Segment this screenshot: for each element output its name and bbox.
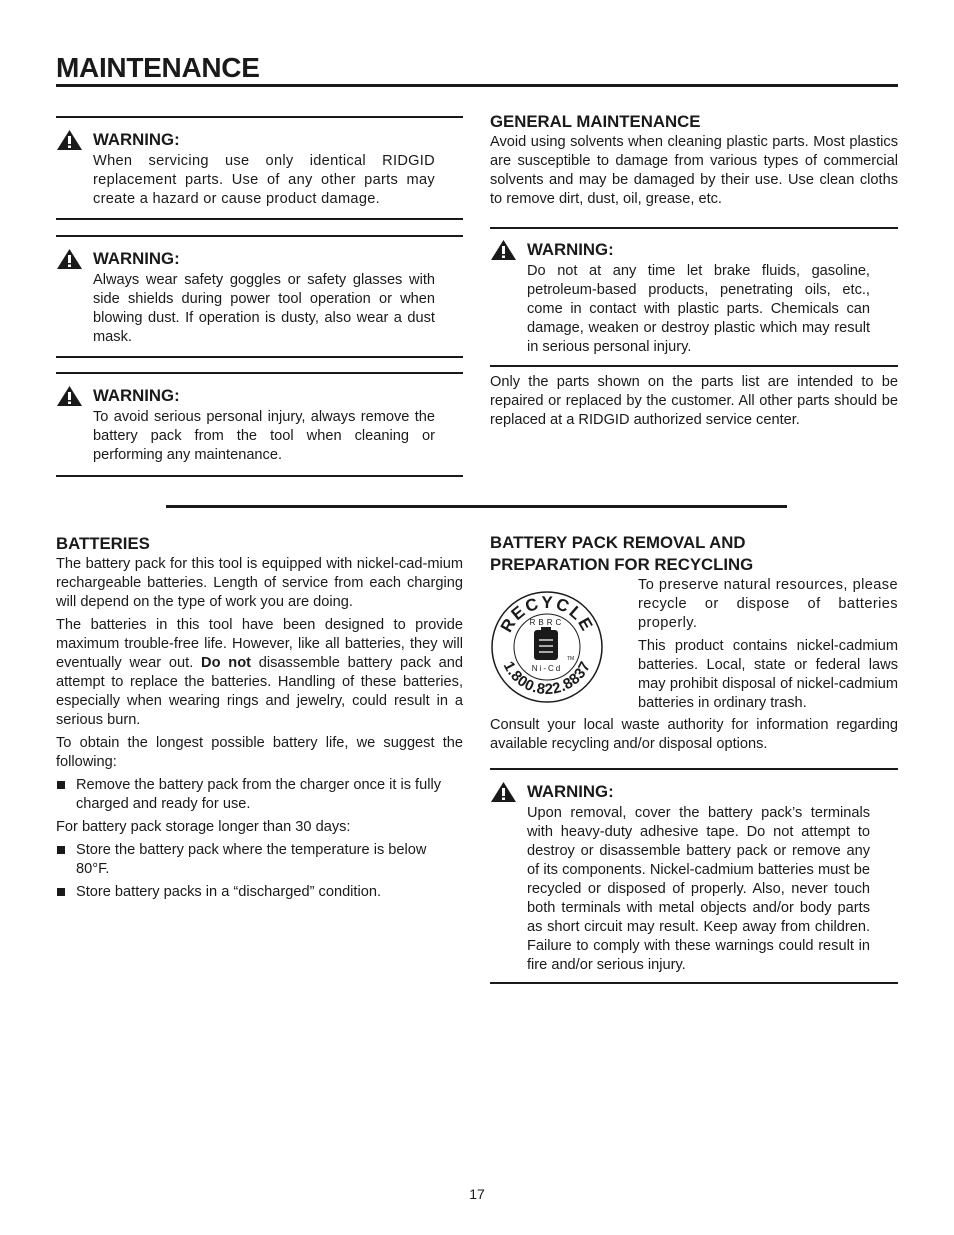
battery-shape bbox=[534, 630, 558, 660]
seal-chem-text: Ni-Cd bbox=[531, 664, 563, 673]
bullet-list bbox=[56, 776, 463, 814]
list-item bbox=[56, 883, 463, 902]
list-item bbox=[56, 776, 463, 814]
warning-box-parts bbox=[56, 116, 463, 220]
warning-header bbox=[56, 384, 463, 408]
list-item-text: Remove the battery pack from the charger once it is fully charged and ready for use. bbox=[76, 777, 442, 812]
batteries-para-1: The battery pack for this tool is equipped with nickel-cad-mium rechargeable batteries. Length of service from each charging will depend on the type of work you are doing. bbox=[56, 556, 463, 610]
list-item-text: Store battery packs in a “discharged” condition. bbox=[76, 884, 382, 900]
consult-text: Consult your local waste authority for information regarding available recycling and/or disposal options. bbox=[490, 717, 898, 752]
bullet-square-icon bbox=[57, 781, 65, 789]
removal-heading-block bbox=[490, 532, 898, 576]
warning-header bbox=[490, 238, 898, 262]
warning-label: WARNING: bbox=[93, 386, 180, 405]
page-title: MAINTENANCE bbox=[56, 52, 898, 87]
seal-top-text: RECYCLE bbox=[496, 592, 598, 636]
warning-label: WARNING: bbox=[93, 249, 180, 268]
batteries-para-2 bbox=[56, 616, 463, 730]
bullet-square-icon bbox=[57, 846, 65, 854]
seal-tm-text: TM bbox=[567, 656, 575, 662]
warning-text: When servicing use only identical RIDGID replacement parts. Use of any other parts may create a hazard or cause product damage. bbox=[93, 153, 435, 207]
bold-span: Do not bbox=[201, 655, 251, 671]
general-maintenance-section bbox=[490, 111, 898, 213]
bullet-list bbox=[56, 841, 463, 902]
list-item bbox=[56, 841, 463, 879]
warning-label: WARNING: bbox=[93, 130, 180, 149]
battery-terminal bbox=[541, 627, 551, 631]
batteries-section bbox=[56, 533, 463, 906]
recycle-para-1: To preserve natural resources, please recycle or dispose of batteries properly. bbox=[638, 577, 898, 631]
warning-triangle-icon bbox=[490, 781, 517, 803]
warning-text: To avoid serious personal injury, always remove the battery pack from the tool when cleaning or performing any maintenance. bbox=[93, 409, 435, 463]
general-maintenance-heading: GENERAL MAINTENANCE bbox=[490, 112, 701, 131]
warning-box-chemicals bbox=[490, 227, 898, 367]
batteries-para-4: For battery pack storage longer than 30 days: bbox=[56, 819, 351, 835]
text-span: The batteries in this tool have been designed to provide maximum trouble-free life. However, like all batteries, they will eventually wear out. bbox=[56, 617, 463, 671]
warning-text: Always wear safety goggles or safety glasses with side shields during power tool operation or when blowing dust. If operation is dusty, also wear a dust mask. bbox=[93, 272, 435, 345]
batteries-para-3: To obtain the longest possible battery life, we suggest the following: bbox=[56, 735, 463, 770]
warning-box-battery-remove bbox=[56, 372, 463, 477]
warning-text: Upon removal, cover the battery pack’s terminals with heavy-duty adhesive tape. Do not attempt to destroy or disassemble battery pack or remove any of its components. Nickel-cadmium batteries must be recycled or disposed of properly. Also, never touch both terminals with metal objects and/or body parts as short circuit may result. Keep away from children. Failure to comply with these warnings could result in fire and/or serious injury. bbox=[527, 805, 870, 973]
warning-label: WARNING: bbox=[527, 240, 614, 259]
list-item-text: Store the battery pack where the temperature is below 80°F. bbox=[76, 842, 427, 877]
rbrc-recycle-seal-icon bbox=[490, 590, 605, 705]
warning-header bbox=[490, 780, 898, 804]
bullet-square-icon bbox=[57, 888, 65, 896]
section-divider bbox=[166, 505, 787, 508]
warning-triangle-icon bbox=[490, 239, 517, 261]
general-maintenance-text: Avoid using solvents when cleaning plastic parts. Most plastics are susceptible to damage from various types of commercial solvents and may be damaged by their use. Use clean cloths to remove dirt, dust, oil, grease, etc. bbox=[490, 134, 898, 207]
warning-box-terminals bbox=[490, 768, 898, 984]
warning-text: Do not at any time let brake fluids, gasoline, petroleum-based products, penetrating oils, etc., come in contact with plastic parts. Chemicals can damage, weaken or destroy plastic which may result in serious personal injury. bbox=[527, 263, 870, 355]
warning-label: WARNING: bbox=[527, 782, 614, 801]
warning-header bbox=[56, 247, 463, 271]
consult-note bbox=[490, 716, 898, 758]
page-number: 17 bbox=[469, 1186, 485, 1202]
parts-list-note bbox=[490, 373, 898, 434]
seal-phone-text: 1.800.822.8837 bbox=[499, 658, 595, 699]
warning-triangle-icon bbox=[56, 129, 83, 151]
warning-triangle-icon bbox=[56, 248, 83, 270]
warning-header bbox=[56, 128, 463, 152]
recycle-text-block bbox=[638, 576, 898, 717]
warning-triangle-icon bbox=[56, 385, 83, 407]
batteries-heading: BATTERIES bbox=[56, 534, 150, 553]
seal-org-text: RBRC bbox=[529, 618, 565, 627]
recycle-para-2: This product contains nickel-cadmium batteries. Local, state or federal laws may prohibit disposal of nickel-cadmium batteries in ordinary trash. bbox=[638, 638, 898, 711]
parts-list-text: Only the parts shown on the parts list are intended to be repaired or replaced by the customer. All other parts should be replaced at a RIDGID authorized service center. bbox=[490, 374, 898, 428]
warning-box-goggles bbox=[56, 235, 463, 358]
removal-heading-line-1: BATTERY PACK REMOVAL AND bbox=[490, 533, 746, 552]
removal-heading-line-2: PREPARATION FOR RECYCLING bbox=[490, 555, 754, 574]
text-span: disassemble battery pack and attempt to replace the batteries. Handling of these batteries, especially when wearing rings and jewelry, could result in a serious burn. bbox=[56, 655, 464, 728]
